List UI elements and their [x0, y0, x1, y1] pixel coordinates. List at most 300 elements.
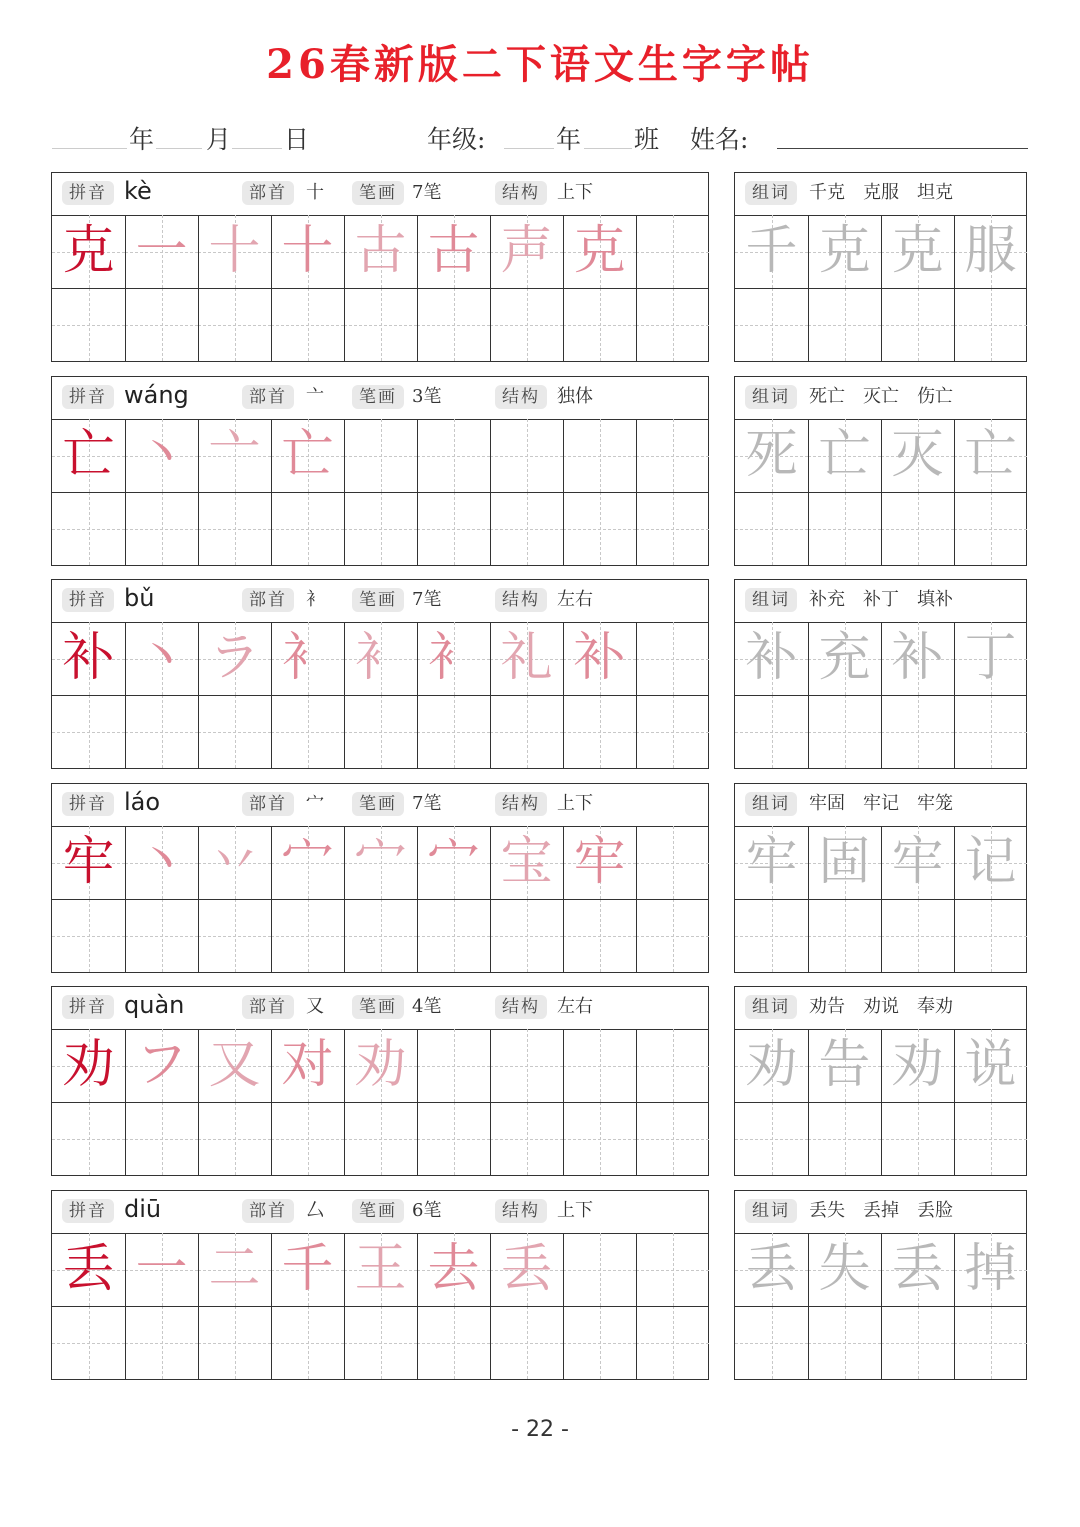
grid-cell[interactable] [417, 419, 490, 492]
grid-cell[interactable] [52, 288, 125, 361]
grid-cell[interactable] [344, 492, 417, 565]
grid-cell[interactable] [636, 695, 709, 768]
grid-cell[interactable] [344, 899, 417, 972]
strokes-label: 笔画 [352, 385, 404, 409]
grid-row-line [52, 492, 708, 493]
stroke-order-step: 劝 [354, 1035, 407, 1095]
trace-character: 固 [818, 832, 871, 892]
year-blank[interactable] [52, 148, 127, 149]
stroke-order-step: 千 [281, 1239, 334, 1299]
grid-cell[interactable] [271, 1029, 344, 1102]
student-info-line [52, 118, 1028, 158]
grid-cell[interactable] [735, 419, 808, 492]
structure-label: 结构 [495, 1199, 547, 1223]
grid-cell[interactable] [417, 1306, 490, 1379]
grid-cell[interactable] [954, 215, 1027, 288]
grid-cell[interactable] [198, 1102, 271, 1175]
stroke-order-step: 一 [135, 1239, 188, 1299]
trace-character: 克 [818, 221, 871, 281]
radical-value: 亠 [306, 386, 324, 407]
stroke-order-step: 又 [208, 1035, 261, 1095]
grid-cell[interactable] [954, 1233, 1027, 1306]
character-block [51, 376, 709, 566]
grade-year-blank[interactable] [504, 148, 554, 149]
grid-cell[interactable] [125, 899, 198, 972]
grid-cell[interactable] [125, 1233, 198, 1306]
grid-row [52, 492, 710, 565]
structure-label: 结构 [495, 792, 547, 816]
trace-character: 丢 [891, 1239, 944, 1299]
grid-cell[interactable] [52, 1029, 125, 1102]
grid-cell[interactable] [271, 826, 344, 899]
words-value: 死亡 灭亡 伤亡 [809, 386, 953, 407]
grid-cell[interactable] [808, 826, 881, 899]
grid-cell[interactable] [271, 695, 344, 768]
stroke-order-step: 亠 [208, 425, 261, 485]
class-label: 班 [634, 125, 660, 154]
grid-cell[interactable] [417, 695, 490, 768]
grid-cell[interactable] [52, 1233, 125, 1306]
grid-cell[interactable] [808, 695, 881, 768]
grid-cell[interactable] [954, 899, 1027, 972]
structure-label: 结构 [495, 995, 547, 1019]
grid-cell[interactable] [808, 215, 881, 288]
words-value: 丢失 丢掉 丢脸 [809, 1200, 953, 1221]
grid-row [735, 215, 1028, 288]
grid-cell[interactable] [636, 288, 709, 361]
pinyin-label: 拼音 [62, 995, 114, 1019]
pinyin-label: 拼音 [62, 792, 114, 816]
grid-cell[interactable] [735, 215, 808, 288]
grid-cell[interactable] [125, 695, 198, 768]
words-header [735, 987, 1026, 1030]
radical-label: 部首 [242, 792, 294, 816]
grid-cell[interactable] [563, 695, 636, 768]
grid-cell[interactable] [808, 622, 881, 695]
trace-character: 补 [891, 628, 944, 688]
pinyin-label: 拼音 [62, 181, 114, 205]
structure-label: 结构 [495, 588, 547, 612]
name-blank[interactable] [777, 148, 1028, 149]
grid-cell[interactable] [271, 215, 344, 288]
character-block [51, 986, 709, 1176]
strokes-value: 4笔 [412, 996, 442, 1017]
grid-cell[interactable] [881, 419, 954, 492]
grid-cell[interactable] [808, 1102, 881, 1175]
grid-cell[interactable] [881, 695, 954, 768]
character-info-header [52, 784, 708, 827]
radical-label: 部首 [242, 995, 294, 1019]
grid-cell[interactable] [636, 899, 709, 972]
stroke-order-step: 对 [281, 1035, 334, 1095]
stroke-order-step: 王 [354, 1239, 407, 1299]
grid-row-line [735, 492, 1026, 493]
grid-cell[interactable] [125, 492, 198, 565]
words-label: 组词 [745, 588, 797, 612]
stroke-order-step: 衤 [427, 628, 480, 688]
stroke-order-step: 宝 [500, 832, 553, 892]
grid-cell[interactable] [271, 1233, 344, 1306]
grid-cell[interactable] [417, 1233, 490, 1306]
grid-row [735, 419, 1028, 492]
strokes-value: 3笔 [412, 386, 442, 407]
grid-row-line [735, 1102, 1026, 1103]
grid-row [52, 695, 710, 768]
strokes-value: 6笔 [412, 1200, 442, 1221]
stroke-order-step: 宀 [427, 832, 480, 892]
grid-cell[interactable] [417, 288, 490, 361]
trace-character: 服 [964, 221, 1017, 281]
words-label: 组词 [745, 385, 797, 409]
grid-cell[interactable] [271, 1306, 344, 1379]
grid-cell[interactable] [954, 1102, 1027, 1175]
grid-cell[interactable] [735, 492, 808, 565]
grid-cell[interactable] [198, 1306, 271, 1379]
grid-cell[interactable] [490, 419, 563, 492]
grid-cell[interactable] [954, 622, 1027, 695]
stroke-order-step: 补 [573, 628, 626, 688]
grid-cell[interactable] [344, 419, 417, 492]
character-info-header [52, 1191, 708, 1234]
grid-cell[interactable] [490, 288, 563, 361]
stroke-order-step: 去 [427, 1239, 480, 1299]
character-block [51, 783, 709, 973]
character-info-header [52, 987, 708, 1030]
month-label: 月 [206, 125, 232, 154]
grid-cell[interactable] [954, 419, 1027, 492]
grid-cell[interactable] [490, 1306, 563, 1379]
grid-cell[interactable] [881, 1233, 954, 1306]
model-character: 牢 [62, 832, 115, 892]
pinyin-value: láo [124, 788, 161, 816]
month-blank[interactable] [156, 148, 202, 149]
grid-cell[interactable] [52, 622, 125, 695]
words-value: 牢固 牢记 牢笼 [809, 793, 953, 814]
grid-cell[interactable] [125, 826, 198, 899]
grid-cell[interactable] [636, 1102, 709, 1175]
grid-cell[interactable] [563, 1233, 636, 1306]
grid-cell[interactable] [636, 826, 709, 899]
grid-cell[interactable] [125, 1306, 198, 1379]
grid-row [735, 622, 1028, 695]
stroke-order-step: 丶 [135, 425, 188, 485]
grid-cell[interactable] [808, 1233, 881, 1306]
words-header [735, 580, 1026, 623]
pinyin-label: 拼音 [62, 588, 114, 612]
stroke-order-step: 亡 [281, 425, 334, 485]
grid-row [52, 288, 710, 361]
grid-cell[interactable] [198, 1233, 271, 1306]
trace-character: 亡 [964, 425, 1017, 485]
grid-cell[interactable] [881, 492, 954, 565]
grid-cell[interactable] [636, 1306, 709, 1379]
grid-cell[interactable] [271, 1102, 344, 1175]
name-label: 姓名: [690, 125, 749, 154]
grid-cell[interactable] [636, 492, 709, 565]
grid-cell[interactable] [198, 492, 271, 565]
grid-cell[interactable] [636, 622, 709, 695]
stroke-order-step: 衤 [354, 628, 407, 688]
trace-character: 亡 [818, 425, 871, 485]
grid-cell[interactable] [198, 622, 271, 695]
words-header [735, 377, 1026, 420]
grid-cell[interactable] [881, 288, 954, 361]
pinyin-value: kè [124, 177, 152, 205]
pinyin-value: wáng [124, 381, 189, 409]
grid-cell[interactable] [344, 215, 417, 288]
grid-cell[interactable] [344, 622, 417, 695]
grid-row [52, 826, 710, 899]
grid-cell[interactable] [563, 1029, 636, 1102]
grid-cell[interactable] [735, 1102, 808, 1175]
grid-cell[interactable] [52, 899, 125, 972]
grid-cell[interactable] [563, 1102, 636, 1175]
grid-cell[interactable] [52, 695, 125, 768]
character-block [51, 172, 709, 362]
stroke-order-step: 十 [281, 221, 334, 281]
radical-label: 部首 [242, 588, 294, 612]
grid-row [52, 1306, 710, 1379]
trace-character: 告 [818, 1035, 871, 1095]
day-blank[interactable] [232, 148, 282, 149]
grid-cell[interactable] [563, 419, 636, 492]
grid-cell[interactable] [125, 288, 198, 361]
grid-row-line [52, 288, 708, 289]
grid-cell[interactable] [52, 826, 125, 899]
words-block [734, 376, 1027, 566]
grid-row [735, 826, 1028, 899]
grid-cell[interactable] [954, 288, 1027, 361]
model-character: 劝 [62, 1035, 115, 1095]
grid-cell[interactable] [52, 419, 125, 492]
grid-cell[interactable] [881, 622, 954, 695]
words-value: 补充 补丁 填补 [809, 589, 953, 610]
grid-cell[interactable] [344, 1102, 417, 1175]
trace-character: 丁 [964, 628, 1017, 688]
trace-character: 充 [818, 628, 871, 688]
pinyin-value: diū [124, 1195, 162, 1223]
grid-cell[interactable] [636, 215, 709, 288]
grid-row [52, 899, 710, 972]
stroke-order-step: 一 [135, 221, 188, 281]
grid-cell[interactable] [344, 1233, 417, 1306]
words-label: 组词 [745, 792, 797, 816]
page-title: 26春新版二下语文生字字帖 [266, 41, 814, 88]
grid-cell[interactable] [735, 1029, 808, 1102]
stroke-order-step: 古 [427, 221, 480, 281]
words-header [735, 173, 1026, 216]
grid-cell[interactable] [417, 826, 490, 899]
grid-cell[interactable] [344, 826, 417, 899]
grid-cell[interactable] [344, 1306, 417, 1379]
grid-cell[interactable] [636, 1029, 709, 1102]
grid-cell[interactable] [808, 492, 881, 565]
stroke-order-step: 丶 [135, 832, 188, 892]
grid-cell[interactable] [490, 492, 563, 565]
stroke-order-step: 丷 [208, 832, 261, 892]
grid-row [52, 1029, 710, 1102]
grid-cell[interactable] [198, 215, 271, 288]
words-block [734, 1190, 1027, 1380]
grid-cell[interactable] [954, 695, 1027, 768]
grid-cell[interactable] [417, 215, 490, 288]
grid-cell[interactable] [735, 1306, 808, 1379]
grid-cell[interactable] [881, 1029, 954, 1102]
grid-cell[interactable] [735, 1233, 808, 1306]
grid-cell[interactable] [417, 1102, 490, 1175]
grid-cell[interactable] [198, 899, 271, 972]
words-header [735, 784, 1026, 827]
grid-cell[interactable] [808, 1306, 881, 1379]
grid-cell[interactable] [563, 288, 636, 361]
grid-cell[interactable] [636, 1233, 709, 1306]
trace-character: 丢 [745, 1239, 798, 1299]
grid-cell[interactable] [52, 215, 125, 288]
grid-cell[interactable] [417, 622, 490, 695]
grid-cell[interactable] [881, 899, 954, 972]
radical-value: 又 [306, 996, 324, 1017]
grid-cell[interactable] [954, 826, 1027, 899]
radical-value: 宀 [306, 793, 324, 814]
trace-character: 死 [745, 425, 798, 485]
grid-cell[interactable] [735, 695, 808, 768]
grid-row [735, 1233, 1028, 1306]
grid-cell[interactable] [881, 1102, 954, 1175]
grid-cell[interactable] [563, 899, 636, 972]
words-block [734, 783, 1027, 973]
radical-value: 衤 [306, 589, 324, 610]
grid-cell[interactable] [490, 1102, 563, 1175]
grid-cell[interactable] [808, 899, 881, 972]
grid-cell[interactable] [125, 1029, 198, 1102]
grid-cell[interactable] [490, 1233, 563, 1306]
grid-cell[interactable] [563, 826, 636, 899]
grid-cell[interactable] [52, 1306, 125, 1379]
grid-cell[interactable] [198, 419, 271, 492]
stroke-order-step: 礼 [500, 628, 553, 688]
grid-cell[interactable] [735, 622, 808, 695]
model-character: 补 [62, 628, 115, 688]
stroke-order-step: 声 [500, 221, 553, 281]
grid-cell[interactable] [490, 1029, 563, 1102]
grid-cell[interactable] [344, 695, 417, 768]
grid-cell[interactable] [490, 622, 563, 695]
grid-cell[interactable] [563, 622, 636, 695]
grid-cell[interactable] [808, 1029, 881, 1102]
day-label: 日 [284, 125, 310, 154]
grid-row [735, 1029, 1028, 1102]
grid-cell[interactable] [125, 1102, 198, 1175]
class-blank[interactable] [584, 148, 632, 149]
words-block [734, 986, 1027, 1176]
grid-cell[interactable] [125, 419, 198, 492]
character-info-header [52, 580, 708, 623]
words-block [734, 579, 1027, 769]
trace-character: 劝 [745, 1035, 798, 1095]
grid-cell[interactable] [417, 899, 490, 972]
grid-cell[interactable] [417, 1029, 490, 1102]
grid-cell[interactable] [563, 215, 636, 288]
words-block [734, 172, 1027, 362]
grid-cell[interactable] [271, 492, 344, 565]
trace-character: 牢 [891, 832, 944, 892]
grid-cell[interactable] [954, 1029, 1027, 1102]
grid-cell[interactable] [881, 1306, 954, 1379]
trace-character: 千 [745, 221, 798, 281]
words-value: 劝告 劝说 奉劝 [809, 996, 953, 1017]
grid-cell[interactable] [490, 826, 563, 899]
words-label: 组词 [745, 995, 797, 1019]
structure-value: 上下 [557, 1200, 593, 1221]
radical-label: 部首 [242, 385, 294, 409]
trace-character: 牢 [745, 832, 798, 892]
grid-row [52, 622, 710, 695]
grid-cell[interactable] [881, 826, 954, 899]
grid-cell[interactable] [125, 215, 198, 288]
structure-value: 独体 [557, 386, 593, 407]
grid-row-line [52, 695, 708, 696]
grid-row-line [735, 288, 1026, 289]
grid-cell[interactable] [344, 1029, 417, 1102]
grid-cell[interactable] [125, 622, 198, 695]
grid-cell[interactable] [417, 492, 490, 565]
trace-character: 记 [964, 832, 1017, 892]
structure-value: 上下 [557, 182, 593, 203]
grid-cell[interactable] [490, 215, 563, 288]
model-character: 亡 [62, 425, 115, 485]
grid-cell[interactable] [563, 492, 636, 565]
grid-cell[interactable] [344, 288, 417, 361]
grid-cell[interactable] [271, 288, 344, 361]
grid-cell[interactable] [735, 826, 808, 899]
grid-cell[interactable] [881, 215, 954, 288]
grid-cell[interactable] [198, 1029, 271, 1102]
stroke-order-step: 克 [573, 221, 626, 281]
structure-value: 左右 [557, 996, 593, 1017]
grid-cell[interactable] [52, 1102, 125, 1175]
radical-label: 部首 [242, 181, 294, 205]
strokes-label: 笔画 [352, 792, 404, 816]
stroke-order-step: 牢 [573, 832, 626, 892]
grid-cell[interactable] [198, 826, 271, 899]
grid-cell[interactable] [954, 1306, 1027, 1379]
grid-cell[interactable] [271, 419, 344, 492]
grid-cell[interactable] [271, 899, 344, 972]
grid-cell[interactable] [563, 1306, 636, 1379]
grid-cell[interactable] [636, 419, 709, 492]
stroke-order-step: 丶 [135, 628, 188, 688]
stroke-order-step: 十 [208, 221, 261, 281]
trace-character: 克 [891, 221, 944, 281]
grid-cell[interactable] [735, 899, 808, 972]
grid-cell[interactable] [735, 288, 808, 361]
grid-cell[interactable] [808, 288, 881, 361]
grid-row [52, 215, 710, 288]
grid-cell[interactable] [52, 492, 125, 565]
grid-cell[interactable] [954, 492, 1027, 565]
grid-cell[interactable] [808, 419, 881, 492]
grid-cell[interactable] [490, 695, 563, 768]
grid-row-line [735, 899, 1026, 900]
pinyin-value: bǔ [124, 584, 155, 612]
character-block [51, 579, 709, 769]
grid-cell[interactable] [271, 622, 344, 695]
radical-label: 部首 [242, 1199, 294, 1223]
grid-cell[interactable] [198, 695, 271, 768]
grid-cell[interactable] [490, 899, 563, 972]
grid-cell[interactable] [198, 288, 271, 361]
pinyin-value: quàn [124, 991, 185, 1019]
